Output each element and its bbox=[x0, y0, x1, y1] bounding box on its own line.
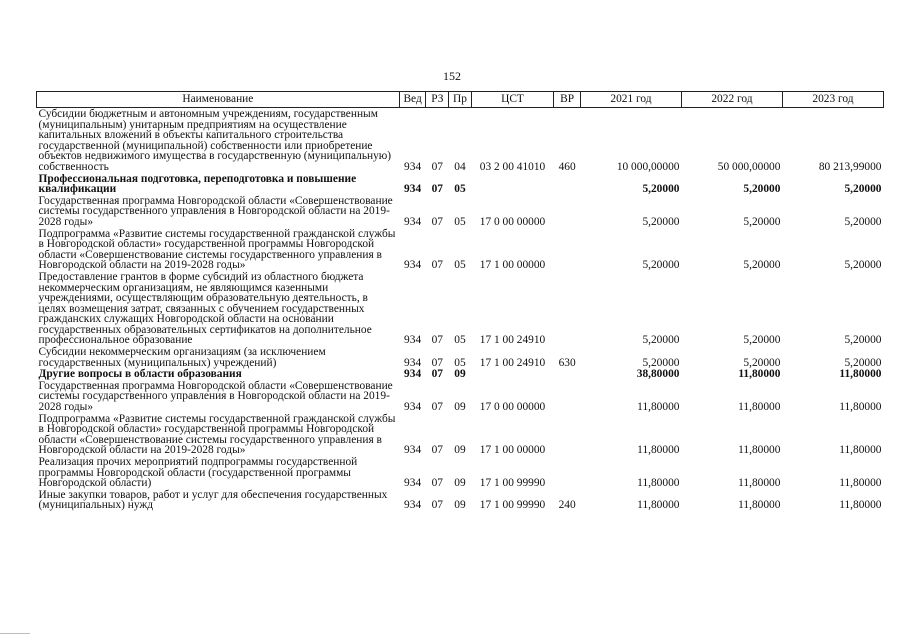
cell-name: Предоставление грантов в форме субсидий из областного бюджета некоммерческим организациям, не являющимся казенными учреждениями, осуществляющим образовательную деятельность, в целях возмещения затрат, связанных с обучением государственных гражданских служащих Новгородской области на основании государственных образовательных сертификатов на дополнительное профессиональное образование bbox=[38, 270, 372, 347]
cell-y2023: 5,20000 bbox=[844, 259, 882, 272]
cell-y2022: 11,80000 bbox=[738, 499, 781, 512]
cell-cst: 03 2 00 41010 bbox=[479, 160, 546, 173]
cell-rz: 07 bbox=[431, 444, 443, 457]
cell-ved: 934 bbox=[404, 160, 422, 173]
cell-ved: 934 bbox=[404, 215, 422, 228]
cell-name: Профессиональная подготовка, переподготовка и повышение квалификации bbox=[38, 172, 357, 196]
cell-pr: 09 bbox=[454, 499, 466, 512]
cell-cst: 17 0 00 00000 bbox=[479, 401, 546, 414]
cell-y2021: 11,80000 bbox=[637, 401, 680, 414]
cell-y2023: 11,80000 bbox=[839, 401, 882, 414]
table-row bbox=[37, 346, 884, 368]
cell-y2021: 5,20000 bbox=[642, 259, 680, 272]
page-number: 152 bbox=[443, 69, 461, 83]
cell-rz: 07 bbox=[431, 499, 443, 512]
cell-y2023: 11,80000 bbox=[839, 477, 882, 490]
cell-y2022: 5,20000 bbox=[743, 215, 781, 228]
cell-y2022: 5,20000 bbox=[743, 334, 781, 347]
cell-cst bbox=[471, 368, 553, 380]
cell-rz: 07 bbox=[431, 183, 443, 196]
cell-y2021: 11,80000 bbox=[637, 477, 680, 490]
cell-pr: 05 bbox=[454, 334, 466, 347]
header-pr: Пр bbox=[449, 92, 472, 108]
cell-rz: 07 bbox=[431, 368, 443, 381]
cell-rz: 07 bbox=[431, 259, 443, 272]
table-row bbox=[37, 456, 884, 489]
cell-ved: 934 bbox=[404, 499, 422, 512]
header-2023: 2023 год bbox=[782, 92, 883, 108]
cell-cst bbox=[471, 173, 553, 195]
cell-y2023: 5,20000 bbox=[844, 183, 882, 196]
cell-vr bbox=[554, 228, 581, 271]
cell-y2022: 5,20000 bbox=[743, 183, 781, 196]
cell-cst: 17 1 00 99990 bbox=[479, 499, 546, 512]
table-row bbox=[37, 195, 884, 228]
header-name: Наименование bbox=[37, 92, 400, 108]
cell-name: Иные закупки товаров, работ и услуг для обеспечения государственных (муниципальных) нужд bbox=[38, 488, 388, 512]
header-2021: 2021 год bbox=[581, 92, 682, 108]
cell-cst: 17 0 00 00000 bbox=[479, 215, 546, 228]
cell-y2021: 5,20000 bbox=[642, 334, 680, 347]
cell-name: Государственная программа Новгородской области «Совершенствование системы государственного управления в Новгородской области на 2019-2028 годы» bbox=[38, 379, 393, 414]
cell-ved: 934 bbox=[404, 401, 422, 414]
cell-y2023: 11,80000 bbox=[839, 444, 882, 457]
cell-rz: 07 bbox=[431, 160, 443, 173]
cell-y2023: 5,20000 bbox=[844, 334, 882, 347]
cell-pr: 09 bbox=[454, 368, 466, 381]
header-2022: 2022 год bbox=[681, 92, 782, 108]
cell-vr bbox=[554, 173, 581, 195]
cell-rz: 07 bbox=[431, 334, 443, 347]
cell-pr: 09 bbox=[454, 444, 466, 457]
cell-name: Субсидии некоммерческим организациям (за исключением государственных (муниципальных) учреждений) bbox=[38, 346, 326, 369]
cell-vr bbox=[554, 413, 581, 456]
cell-y2022: 5,20000 bbox=[743, 259, 781, 272]
cell-y2023: 5,20000 bbox=[844, 215, 882, 228]
cell-pr: 04 bbox=[454, 160, 466, 173]
cell-y2022: 50 000,00000 bbox=[717, 160, 781, 173]
cell-name: Государственная программа Новгородской области «Совершенствование системы государственного управления в Новгородской области на 2019-2028 годы» bbox=[38, 194, 393, 228]
cell-cst: 17 1 00 24910 bbox=[479, 356, 546, 369]
cell-ved: 934 bbox=[404, 334, 422, 347]
cell-vr bbox=[554, 195, 581, 228]
table-row bbox=[37, 489, 884, 511]
header-vr: ВР bbox=[554, 92, 581, 108]
cell-ved: 934 bbox=[404, 368, 422, 381]
cell-name: Подпрограмма «Развитие системы государственной гражданской службы в Новгородской области» государственной программы Новгородской области «Совершенствование системы государственного управления в Новгородской области на 2019-2028 годы» bbox=[38, 412, 396, 457]
cell-ved: 934 bbox=[404, 444, 422, 457]
cell-y2022: 5,20000 bbox=[743, 356, 781, 369]
cell-y2021: 38,80000 bbox=[636, 368, 680, 381]
cell-y2023: 5,20000 bbox=[844, 356, 882, 369]
cell-y2021: 11,80000 bbox=[637, 444, 680, 457]
cell-y2021: 11,80000 bbox=[637, 499, 680, 512]
cell-y2021: 5,20000 bbox=[642, 215, 680, 228]
cell-y2023: 11,80000 bbox=[839, 368, 882, 381]
header-rz: РЗ bbox=[426, 92, 449, 108]
cell-vr bbox=[554, 368, 581, 380]
cell-rz: 07 bbox=[431, 401, 443, 414]
header-cst: ЦСТ bbox=[471, 92, 553, 108]
cell-pr: 05 bbox=[454, 356, 466, 369]
cell-pr: 09 bbox=[454, 477, 466, 490]
table-row bbox=[37, 380, 884, 413]
cell-name: Реализация прочих мероприятий подпрограммы государственной программы Новгородской области (государственной программы Новгородской области) bbox=[38, 456, 358, 490]
cell-rz: 07 bbox=[431, 477, 443, 490]
cell-y2021: 5,20000 bbox=[642, 183, 680, 196]
table-row bbox=[37, 413, 884, 456]
cell-cst: 17 1 00 24910 bbox=[479, 334, 546, 347]
cell-y2023: 80 213,99000 bbox=[818, 160, 882, 173]
cell-cst: 17 1 00 00000 bbox=[479, 444, 546, 457]
cell-pr: 05 bbox=[454, 215, 466, 228]
cell-vr: 460 bbox=[558, 160, 576, 173]
table-row bbox=[37, 173, 884, 195]
budget-table bbox=[36, 91, 884, 511]
table-row bbox=[37, 271, 884, 346]
table-row bbox=[37, 228, 884, 271]
cell-vr: 240 bbox=[558, 499, 576, 512]
cell-y2023: 11,80000 bbox=[839, 499, 882, 512]
table-header-row bbox=[37, 92, 884, 108]
cell-y2022: 11,80000 bbox=[738, 368, 781, 381]
scan-edge-mark bbox=[0, 633, 30, 634]
cell-y2022: 11,80000 bbox=[738, 477, 781, 490]
cell-y2022: 11,80000 bbox=[738, 444, 781, 457]
cell-ved: 934 bbox=[404, 477, 422, 490]
cell-vr bbox=[554, 456, 581, 489]
cell-y2022: 11,80000 bbox=[738, 401, 781, 414]
cell-y2021: 5,20000 bbox=[642, 356, 680, 369]
cell-ved: 934 bbox=[404, 183, 422, 196]
cell-name: Субсидии бюджетным и автономным учреждениям, государственным (муниципальным) унитарным предприятиям на осуществление капитальных вложений в объекты капитального строительства государственной (муниципальной) собственности или приобретение объектов недвижимого имущества в государственную (муниципальную) собственность bbox=[38, 108, 392, 173]
table-row bbox=[37, 368, 884, 380]
cell-name: Другие вопросы в области образования bbox=[38, 368, 242, 381]
table-row bbox=[37, 108, 884, 173]
cell-pr: 09 bbox=[454, 401, 466, 414]
cell-cst: 17 1 00 00000 bbox=[479, 259, 546, 272]
cell-cst: 17 1 00 99990 bbox=[479, 477, 546, 490]
cell-name: Подпрограмма «Развитие системы государственной гражданской службы в Новгородской области» государственной программы Новгородской области «Совершенствование системы государственного управления в Новгородской области на 2019-2028 годы» bbox=[38, 227, 396, 272]
table-body bbox=[37, 108, 884, 511]
cell-pr: 05 bbox=[454, 183, 466, 196]
header-ved: Вед bbox=[399, 92, 426, 108]
cell-y2021: 10 000,00000 bbox=[616, 160, 680, 173]
cell-vr bbox=[554, 380, 581, 413]
cell-rz: 07 bbox=[431, 215, 443, 228]
cell-ved: 934 bbox=[404, 356, 422, 369]
cell-vr: 630 bbox=[558, 356, 576, 369]
cell-vr bbox=[554, 271, 581, 346]
cell-rz: 07 bbox=[431, 356, 443, 369]
cell-pr: 05 bbox=[454, 259, 466, 272]
cell-ved: 934 bbox=[404, 259, 422, 272]
